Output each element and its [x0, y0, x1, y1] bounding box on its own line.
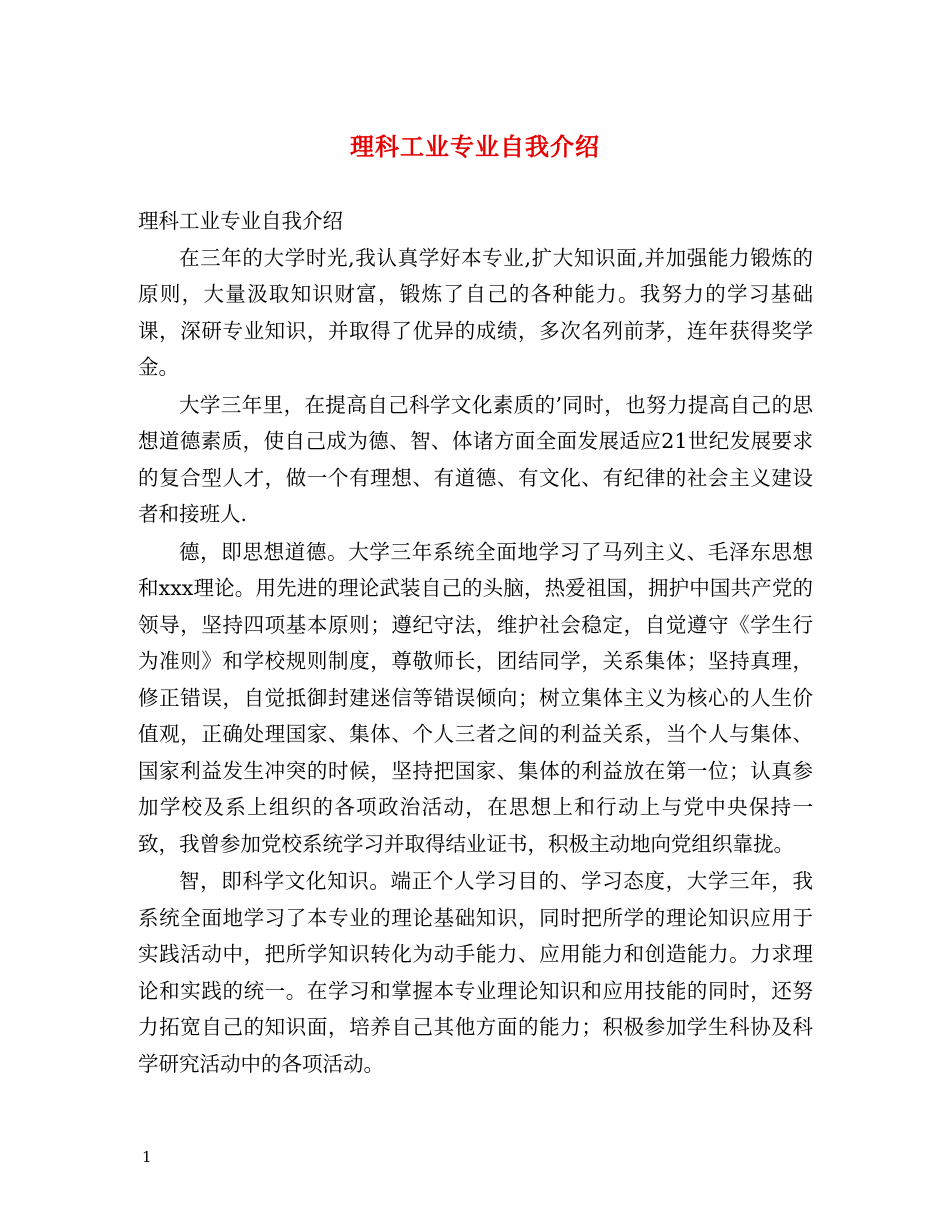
document-title: 理科工业专业自我介绍 [350, 132, 600, 161]
paragraph-2: 大学三年里，在提高自己科学文化素质的’同时，也努力提高自己的思想道德素质，使自己成为德、智、体诸方面全面发展适应21世纪发展要求的复合型人才，做一个有理想、有道德、有文化、有纪律的社会主义建设者和接班人. [138, 392, 813, 526]
document-body [138, 203, 813, 1083]
paragraph-3: 德，即思想道德。大学三年系统全面地学习了马列主义、毛泽东思想和xxx理论。用先进的理论武装自己的头脑，热爱祖国，拥护中国共产党的领导，坚持四项基本原则；遵纪守法，维护社会稳定，自觉遵守《学生行为准则》和学校规则制度，尊敬师长，团结同学，关系集体；坚持真理，修正错误，自觉抵御封建迷信等错误倾向；树立集体主义为核心的人生价值观，正确处理国家、集体、个人三者之间的利益关系，当个人与集体、国家利益发生冲突的时候，坚持把国家、集体的利益放在第一位；认真参加学校及系上组织的各项政治活动，在思想上和行动上与党中央保持一致，我曾参加党校系统学习并取得结业证书，积极主动地向党组织靠拢。 [138, 539, 813, 856]
page-number: 1 [142, 1148, 152, 1166]
document-subtitle: 理科工业专业自我介绍 [138, 209, 343, 233]
paragraph-1: 在三年的大学时光,我认真学好本专业,扩大知识面,并加强能力锻炼的原则，大量汲取知识财富，锻炼了自己的各种能力。我努力的学习基础课，深研专业知识，并取得了优异的成绩，多次名列前茅，连年获得奖学金。 [138, 245, 813, 379]
paragraph-4: 智，即科学文化知识。端正个人学习目的、学习态度，大学三年，我系统全面地学习了本专业的理论基础知识，同时把所学的理论知识应用于实践活动中，把所学知识转化为动手能力、应用能力和创造能力。力求理论和实践的统一。在学习和掌握本专业理论知识和应用技能的同时，还努力拓宽自己的知识面，培养自己其他方面的能力；积极参加学生科协及科学研究活动中的各项活动。 [138, 869, 813, 1076]
